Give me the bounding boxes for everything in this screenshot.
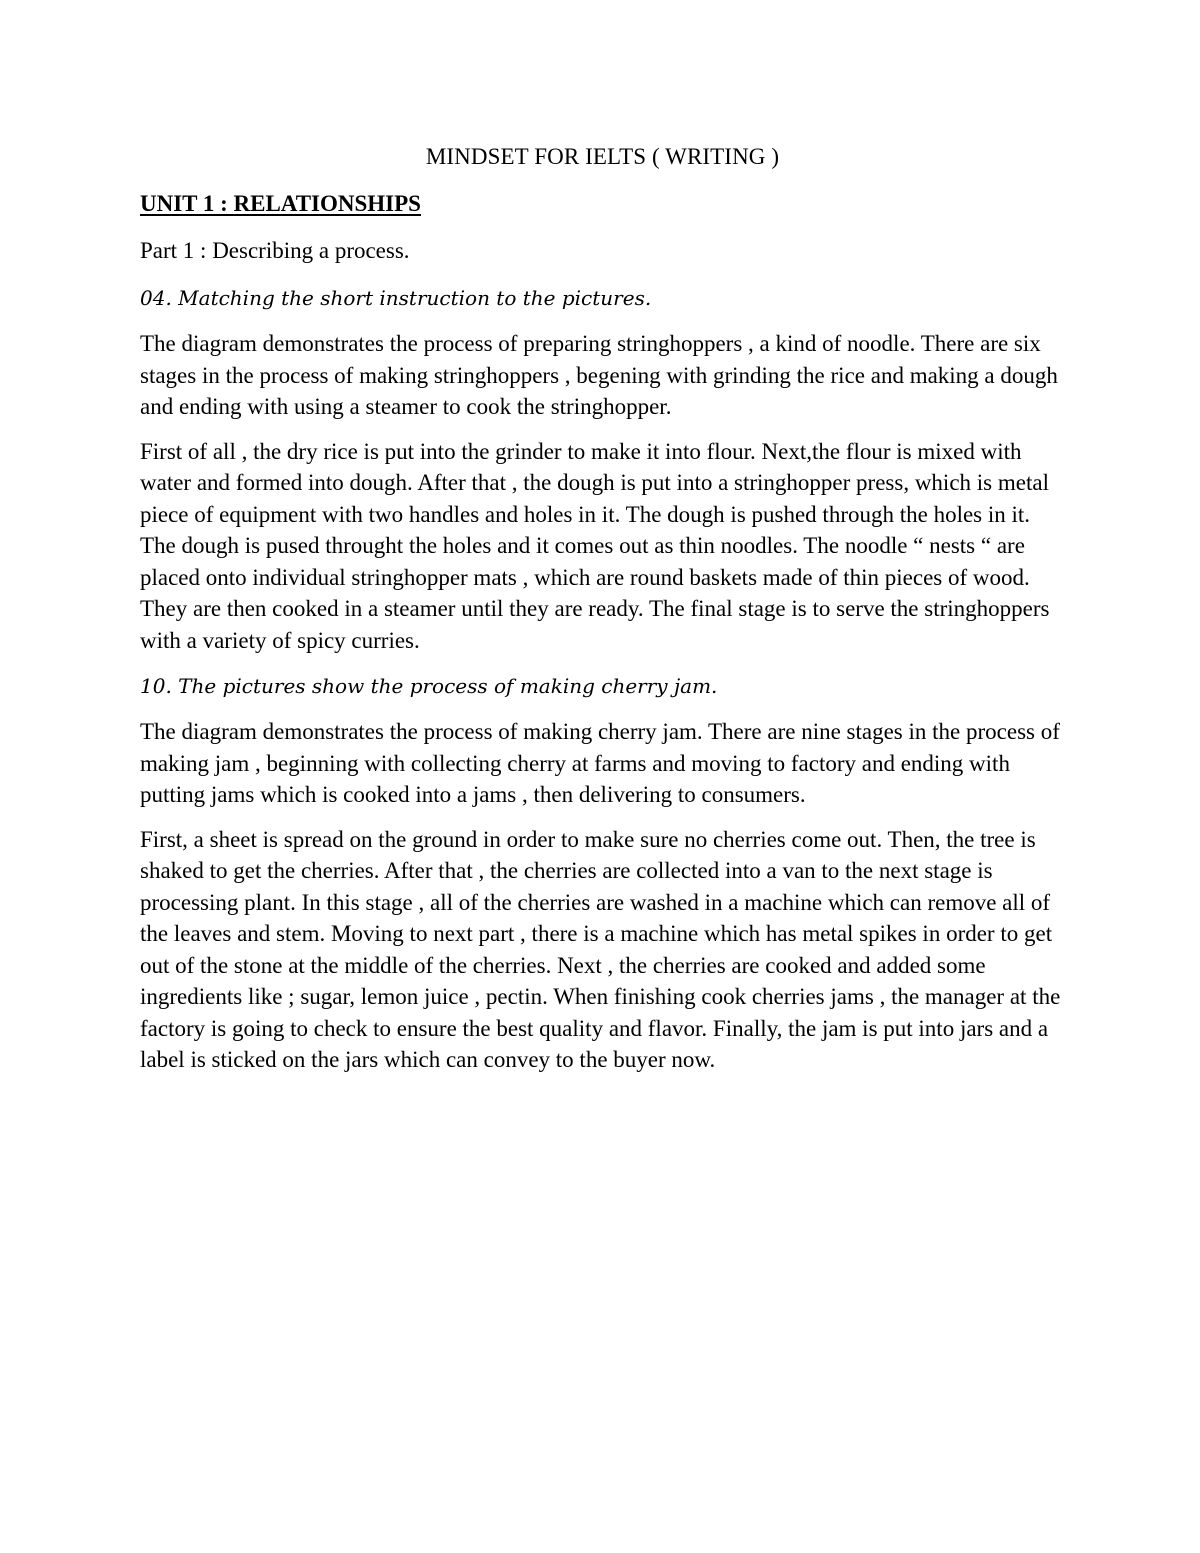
cherry-jam-steps-paragraph: First, a sheet is spread on the ground in order to make sure no cherries come out. Then, the tree is shaked to get the cherries. After that , the cherries are collected into a van to the next stage is processing plant. In this stage , all of the cherries are washed in a machine which can remove all of the leaves and stem. Moving to next part , there is a machine which has metal spikes in order to get out of the stone at the middle of the cherries. Next , the cherries are cooked and added some ingredients like ; sugar, lemon juice , pectin. When finishing cook cherries jams , the manager at the factory is going to check to ensure the best quality and flavor. Finally, the jam is put into jars and a label is sticked on the jars which can convey to the buyer now. <box>140 826 1061 1072</box>
document-title: MINDSET FOR IELTS ( WRITING ) <box>425 144 780 169</box>
exercise-04-heading: 04. Matching the short instruction to the pictures. <box>140 286 652 310</box>
stringhopper-steps-paragraph: First of all , the dry rice is put into the grinder to make it into flour. Next,the flour is mixed with water and formed into dough. After that , the dough is put into a stringhopper press, which is metal piece of equipment with two handles and holes in it. The dough is pushed through the holes in it. The dough is pused throught the holes and it comes out as thin noodles. The noodle “ nests “ are placed onto individual stringhopper mats , which are round baskets made of thin pieces of wood. They are then cooked in a steamer until they are ready. The final stage is to serve the stringhoppers with a variety of spicy curries. <box>140 438 1050 653</box>
cherry-jam-overview-paragraph: The diagram demonstrates the process of making cherry jam. There are nine stages in the process of making jam , beginning with collecting cherry at farms and moving to factory and ending with putting jams which is cooked into a jams , then delivering to consumers. <box>140 719 1060 807</box>
stringhopper-overview-paragraph: The diagram demonstrates the process of preparing stringhoppers , a kind of noodle. There are six stages in the process of making stringhoppers , begening with grinding the rice and making a dough and ending with using a steamer to cook the stringhopper. <box>140 331 1058 419</box>
document-body <box>140 140 1065 1089</box>
part-heading: Part 1 : Describing a process. <box>140 238 410 263</box>
unit-heading: UNIT 1 : RELATIONSHIPS <box>140 191 421 216</box>
exercise-10-heading: 10. The pictures show the process of making cherry jam. <box>140 674 718 698</box>
